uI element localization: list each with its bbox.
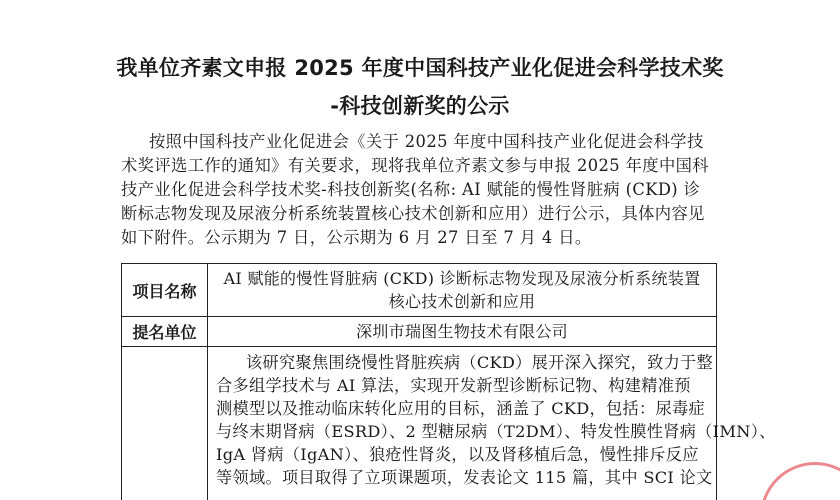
- project-name: [208, 264, 717, 317]
- project-name-line: 核心技术创新和应用: [388, 292, 536, 311]
- project-name-line: AI 赋能的慢性肾脏病 (CKD) 诊断标志物发现及尿液分析系统装置: [223, 269, 701, 288]
- project-label: 项目名称: [122, 264, 208, 317]
- intro-paragraph: [121, 130, 721, 250]
- unit-label: 提名单位: [122, 317, 208, 347]
- table-row-detail: [122, 347, 717, 500]
- document-title-line-2: -科技创新奖的公示: [330, 94, 510, 118]
- detail-line: 与终末期肾病（ESRD）、2 型糖尿病（T2DM）、特发性膜性肾病（IMN）、: [216, 422, 776, 441]
- document-title-line-1: 我单位齐素文申报 2025 年度中国科技产业化促进会科学技术奖: [116, 56, 724, 80]
- intro-line: 按照中国科技产业化促进会《关于 2025 年度中国科技产业化促进会科学技: [149, 132, 704, 151]
- detail-line: 该研究聚焦围绕慢性肾脏疾病（CKD）展开深入探究，致力于整: [246, 353, 714, 372]
- detail-line: 测模型以及推动临床转化应用的目标，涵盖了 CKD，包括：尿毒症: [216, 399, 705, 418]
- detail-line: 合多组学技术与 AI 算法，实现开发新型诊断标记物、构建精准预: [216, 376, 691, 395]
- detail-line: IgA 肾病（IgAN）、狼疮性肾炎，以及肾移植后急，慢性排斥反应: [216, 445, 699, 464]
- detail-label-cell: [122, 347, 208, 500]
- intro-line: 术奖评选工作的通知》有关要求，现将我单位齐素文参与申报 2025 年度中国科: [121, 156, 709, 175]
- detail-line: 等领域。项目取得了立项课题项，发表论文 115 篇，其中 SCI 论文: [216, 468, 713, 487]
- red-seal-stamp: [760, 462, 840, 500]
- detail-content: [208, 347, 776, 500]
- intro-line: 断标志物发现及尿液分析系统装置核心技术创新和应用）进行公示，具体内容见: [121, 204, 705, 223]
- intro-line: 技产业化促进会科学技术奖-科技创新奖(名称: AI 赋能的慢性肾脏病 (CKD) 诊: [121, 180, 701, 199]
- intro-line: 如下附件。公示期为 7 日，公示期为 6 月 27 日至 7 月 4 日。: [121, 228, 592, 247]
- unit-value: 深圳市瑞图生物技术有限公司: [208, 317, 717, 347]
- table-row-project: [122, 264, 717, 317]
- info-table: [121, 263, 776, 500]
- table-row-unit: [122, 317, 717, 347]
